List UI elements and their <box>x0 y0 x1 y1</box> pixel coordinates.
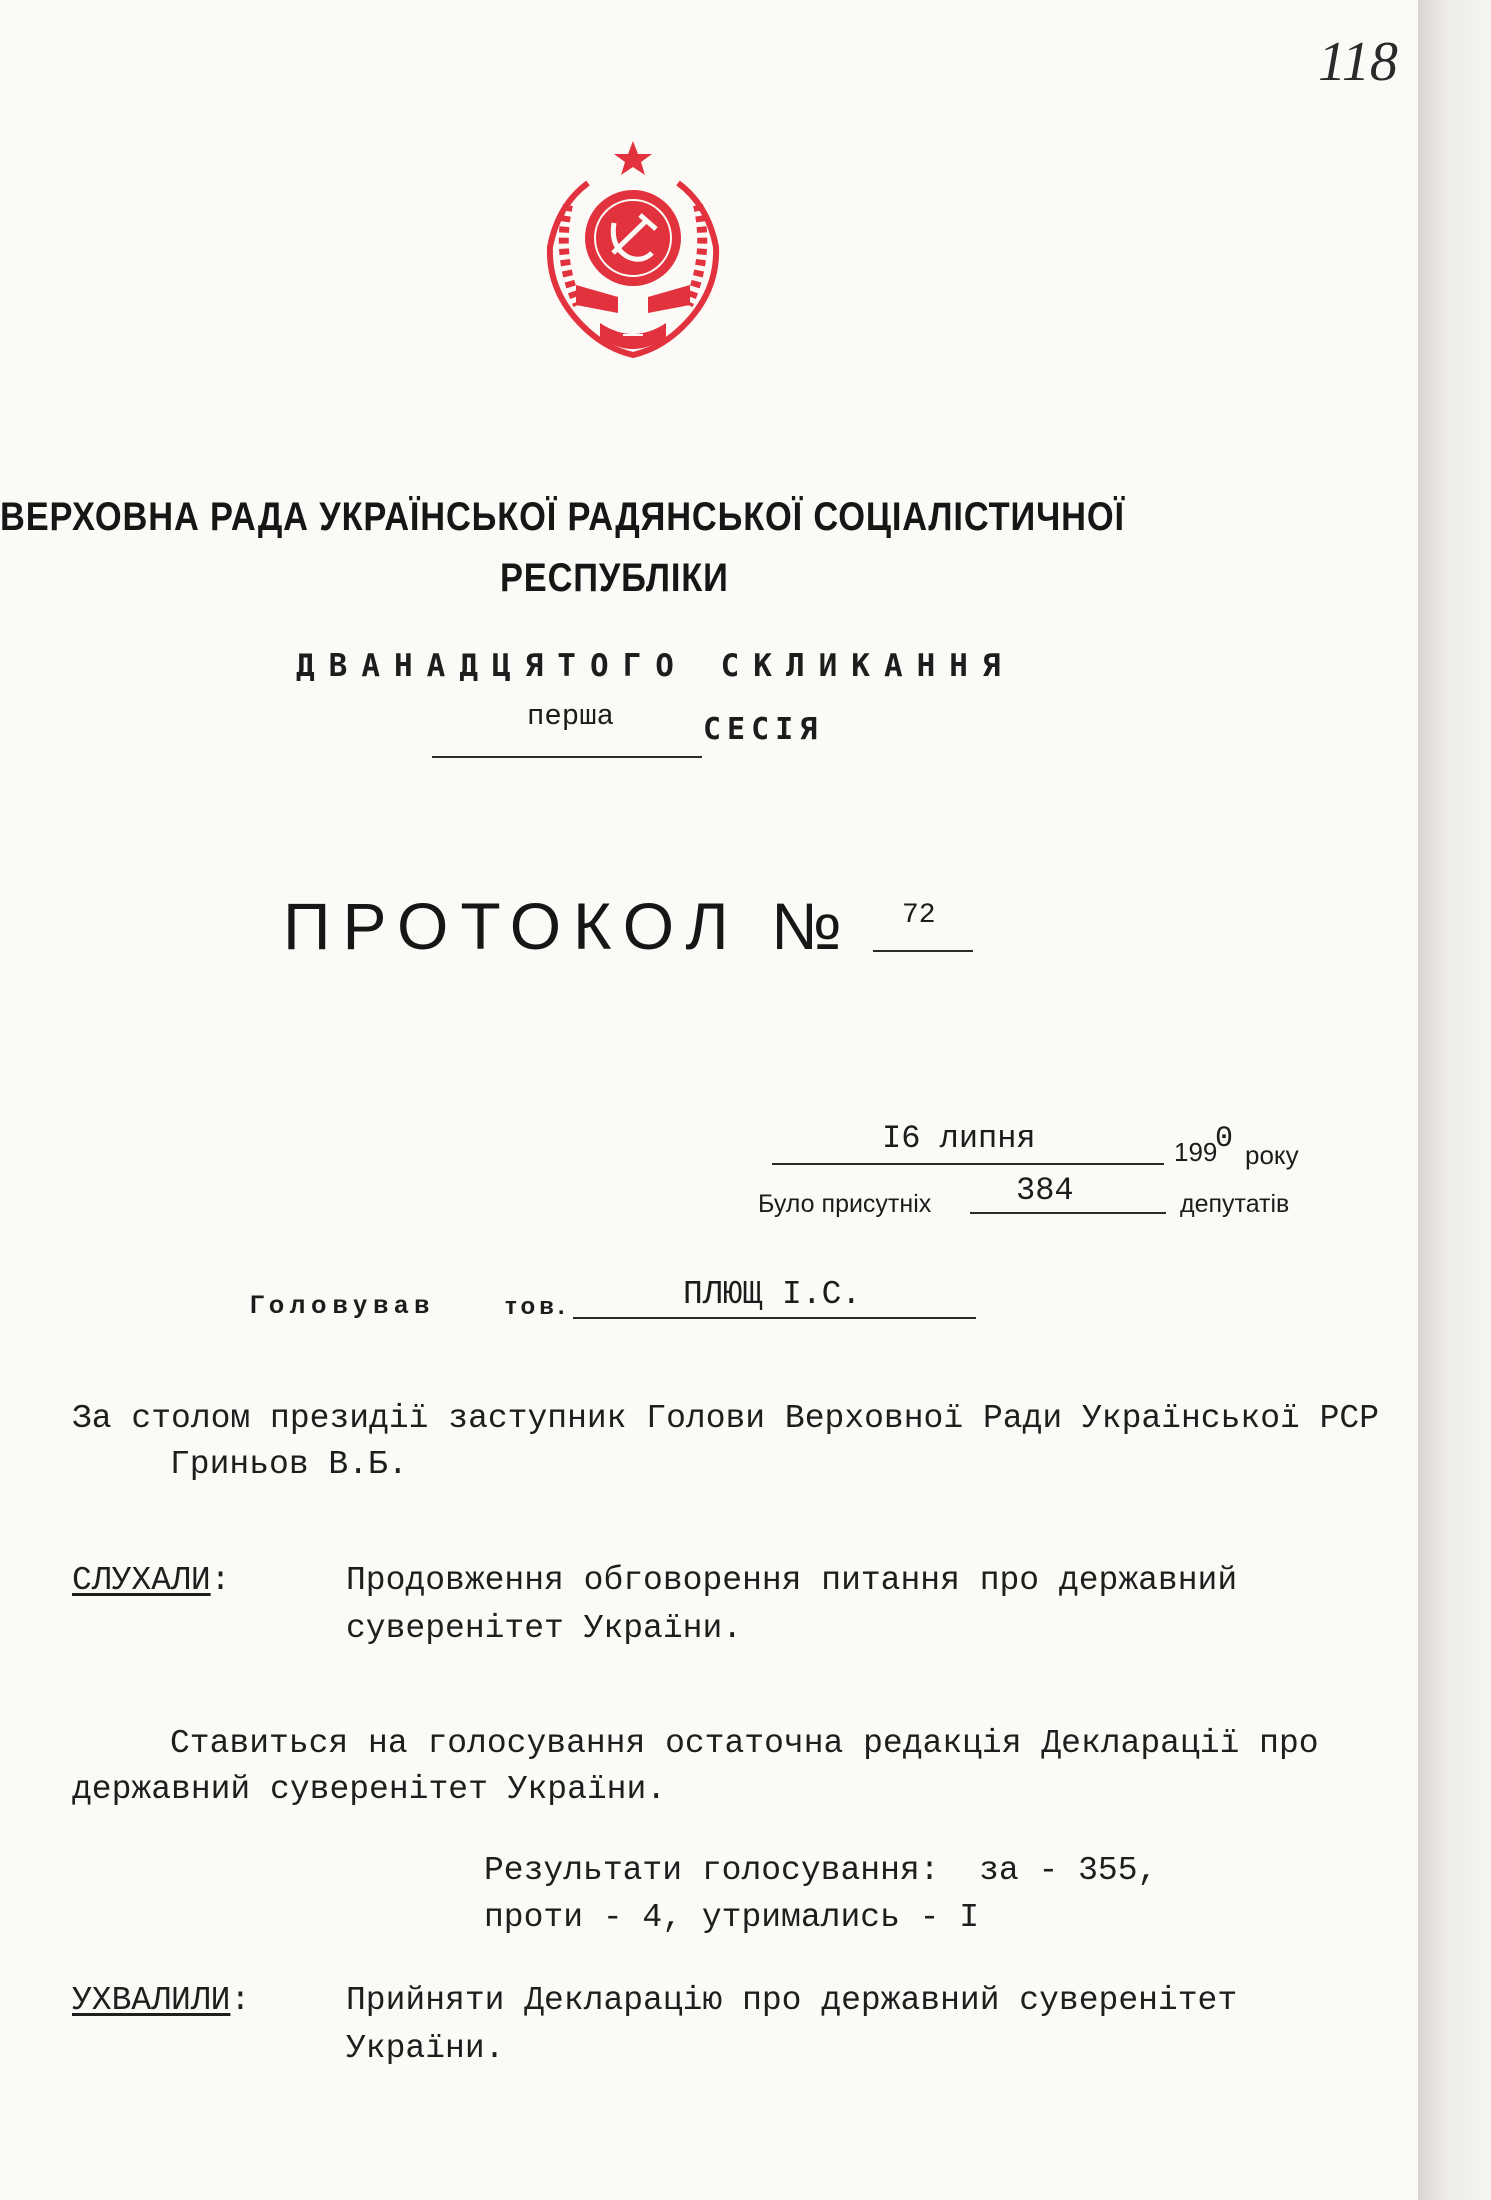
sheet-number: 118 <box>1318 31 1398 93</box>
resolved-label <box>72 1982 250 2019</box>
comrade-label: тов. <box>505 1293 569 1320</box>
organization-name-line2: РЕСПУБЛІКИ <box>500 556 729 600</box>
resolved-label-text: УХВАЛИЛИ <box>72 1982 231 2019</box>
year-label: року <box>1245 1140 1299 1170</box>
results-line-1: Результати голосування: за - 355, <box>484 1852 1158 1889</box>
date-value: I6 липня <box>882 1120 1036 1157</box>
present-unit: депутатів <box>1180 1190 1290 1218</box>
results-line-2: проти - 4, утримались - I <box>484 1899 980 1936</box>
chair-value: ПЛЮЩ І.С. <box>683 1276 862 1313</box>
year-suffix: 0 <box>1215 1122 1234 1156</box>
protocol-number-line <box>873 950 973 952</box>
session-blank-line <box>432 756 702 758</box>
vote-line-1: Ставиться на голосування остаточна редакція Декларації про <box>170 1725 1319 1762</box>
protocol-number: 72 <box>902 900 936 931</box>
present-blank-line <box>970 1212 1166 1214</box>
protocol-title: ПРОТОКОЛ № <box>283 889 854 963</box>
chair-label: Головував <box>250 1291 436 1319</box>
convocation: ДВАНАДЦЯТОГО СКЛИКАННЯ <box>296 648 1015 684</box>
heard-colon: : <box>210 1562 231 1599</box>
resolved-colon: : <box>230 1982 251 2019</box>
page-edge-shadow <box>1418 0 1491 2200</box>
session-label: СЕСІЯ <box>703 712 824 747</box>
presidium-line-2: Гриньов В.Б. <box>170 1446 408 1483</box>
heard-line-1: Продовження обговорення питання про державний <box>346 1562 1238 1599</box>
date-blank-line <box>772 1163 1164 1165</box>
heard-label-text: СЛУХАЛИ <box>72 1562 211 1599</box>
session-value: перша <box>527 700 615 733</box>
heard-label <box>72 1562 230 1599</box>
chair-blank-line <box>573 1317 976 1319</box>
presidium-line-1: За столом президії заступник Голови Верховної Ради Української РСР <box>72 1400 1380 1437</box>
organization-name: ВЕРХОВНА РАДА УКРАЇНСЬКОЇ РАДЯНСЬКОЇ СОЦІАЛІСТИЧНОЇ <box>0 495 1125 539</box>
present-value: 384 <box>1016 1172 1074 1209</box>
year-prefix: 199 <box>1174 1137 1218 1167</box>
ukrainian-ssr-coat-of-arms-icon <box>528 135 738 370</box>
present-label: Було присутніх <box>758 1190 932 1218</box>
resolved-line-1: Прийняти Декларацію про державний суверенітет <box>346 1982 1238 2019</box>
vote-line-2: державний суверенітет України. <box>72 1771 667 1808</box>
heard-line-2: суверенітет України. <box>346 1610 743 1647</box>
resolved-line-2: України. <box>346 2030 505 2067</box>
